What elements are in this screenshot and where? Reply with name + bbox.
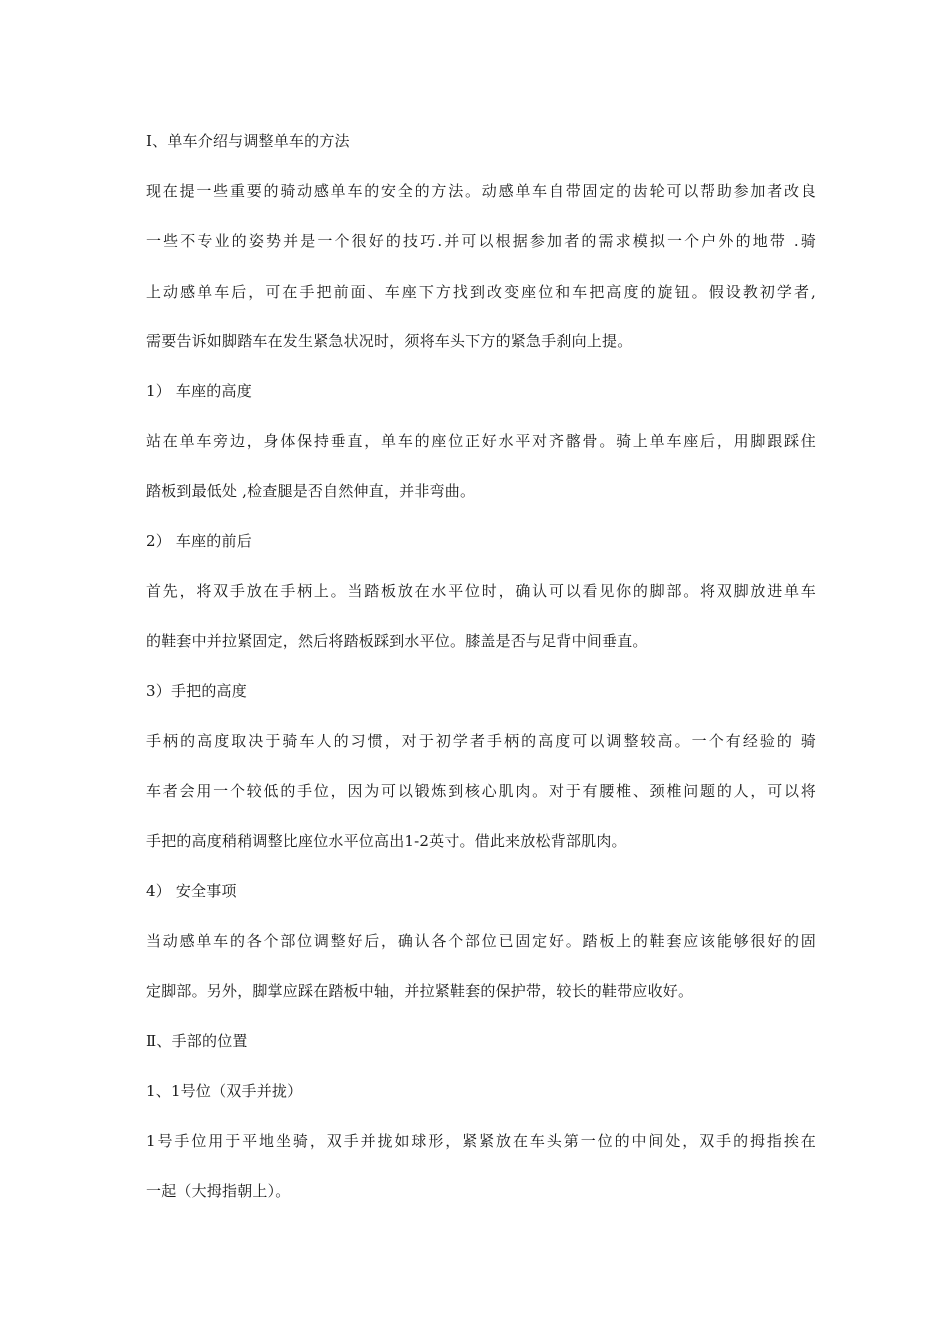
subheading-seat-height: 1） 车座的高度 xyxy=(146,382,252,400)
paragraph-line: 1号手位用于平地坐骑，双手并拢如球形，紧紧放在车头第一位的中间处，双手的拇指挨在 xyxy=(146,1132,816,1150)
paragraph-line: 现在提一些重要的骑动感单车的安全的方法。动感单车自带固定的齿轮可以帮助参加者改良 xyxy=(146,182,816,200)
paragraph-line: 首先，将双手放在手柄上。当踏板放在水平位时，确认可以看见你的脚部。将双脚放进单车 xyxy=(146,582,816,600)
section-heading-bike-intro: Ⅰ、单车介绍与调整单车的方法 xyxy=(146,132,350,150)
paragraph-line: 的鞋套中并拉紧固定，然后将踏板踩到水平位。膝盖是否与足背中间垂直。 xyxy=(146,632,648,650)
paragraph-line: 一起（大拇指朝上）。 xyxy=(146,1182,291,1200)
paragraph-line: 手把的高度稍稍调整比座位水平位高出1-2英寸。借此来放松背部肌肉。 xyxy=(146,832,627,850)
paragraph-line: 当动感单车的各个部位调整好后，确认各个部位已固定好。踏板上的鞋套应该能够很好的固 xyxy=(146,932,816,950)
section-heading-hand-position: Ⅱ、手部的位置 xyxy=(146,1032,248,1050)
paragraph-line: 上动感单车后，可在手把前面、车座下方找到改变座位和车把高度的旋钮。假设教初学者, xyxy=(146,283,816,301)
subheading-handlebar-height: 3）手把的高度 xyxy=(146,682,247,700)
subheading-seat-position: 2） 车座的前后 xyxy=(146,532,252,550)
subheading-position-1: 1、1号位（双手并拢） xyxy=(146,1082,303,1100)
paragraph-line: 手柄的高度取决于骑车人的习惯，对于初学者手柄的高度可以调整较高。一个有经验的 骑 xyxy=(146,732,816,750)
subheading-safety: 4） 安全事项 xyxy=(146,882,237,900)
paragraph-line: 一些不专业的姿势并是一个很好的技巧.并可以根据参加者的需求模拟一个户外的地带 .骑 xyxy=(146,232,816,250)
paragraph-line: 定脚部。另外，脚掌应踩在踏板中轴，并拉紧鞋套的保护带，较长的鞋带应收好。 xyxy=(146,982,694,1000)
paragraph-line: 踏板到最低处 ,检查腿是否自然伸直，并非弯曲。 xyxy=(146,482,476,500)
paragraph-line: 需要告诉如脚踏车在发生紧急状况时，须将车头下方的紧急手刹向上提。 xyxy=(146,332,633,350)
paragraph-line: 站在单车旁边，身体保持垂直，单车的座位正好水平对齐髂骨。骑上单车座后，用脚跟踩住 xyxy=(146,432,816,450)
paragraph-line: 车者会用一个较低的手位，因为可以锻炼到核心肌肉。对于有腰椎、颈椎问题的人，可以将 xyxy=(146,782,816,800)
